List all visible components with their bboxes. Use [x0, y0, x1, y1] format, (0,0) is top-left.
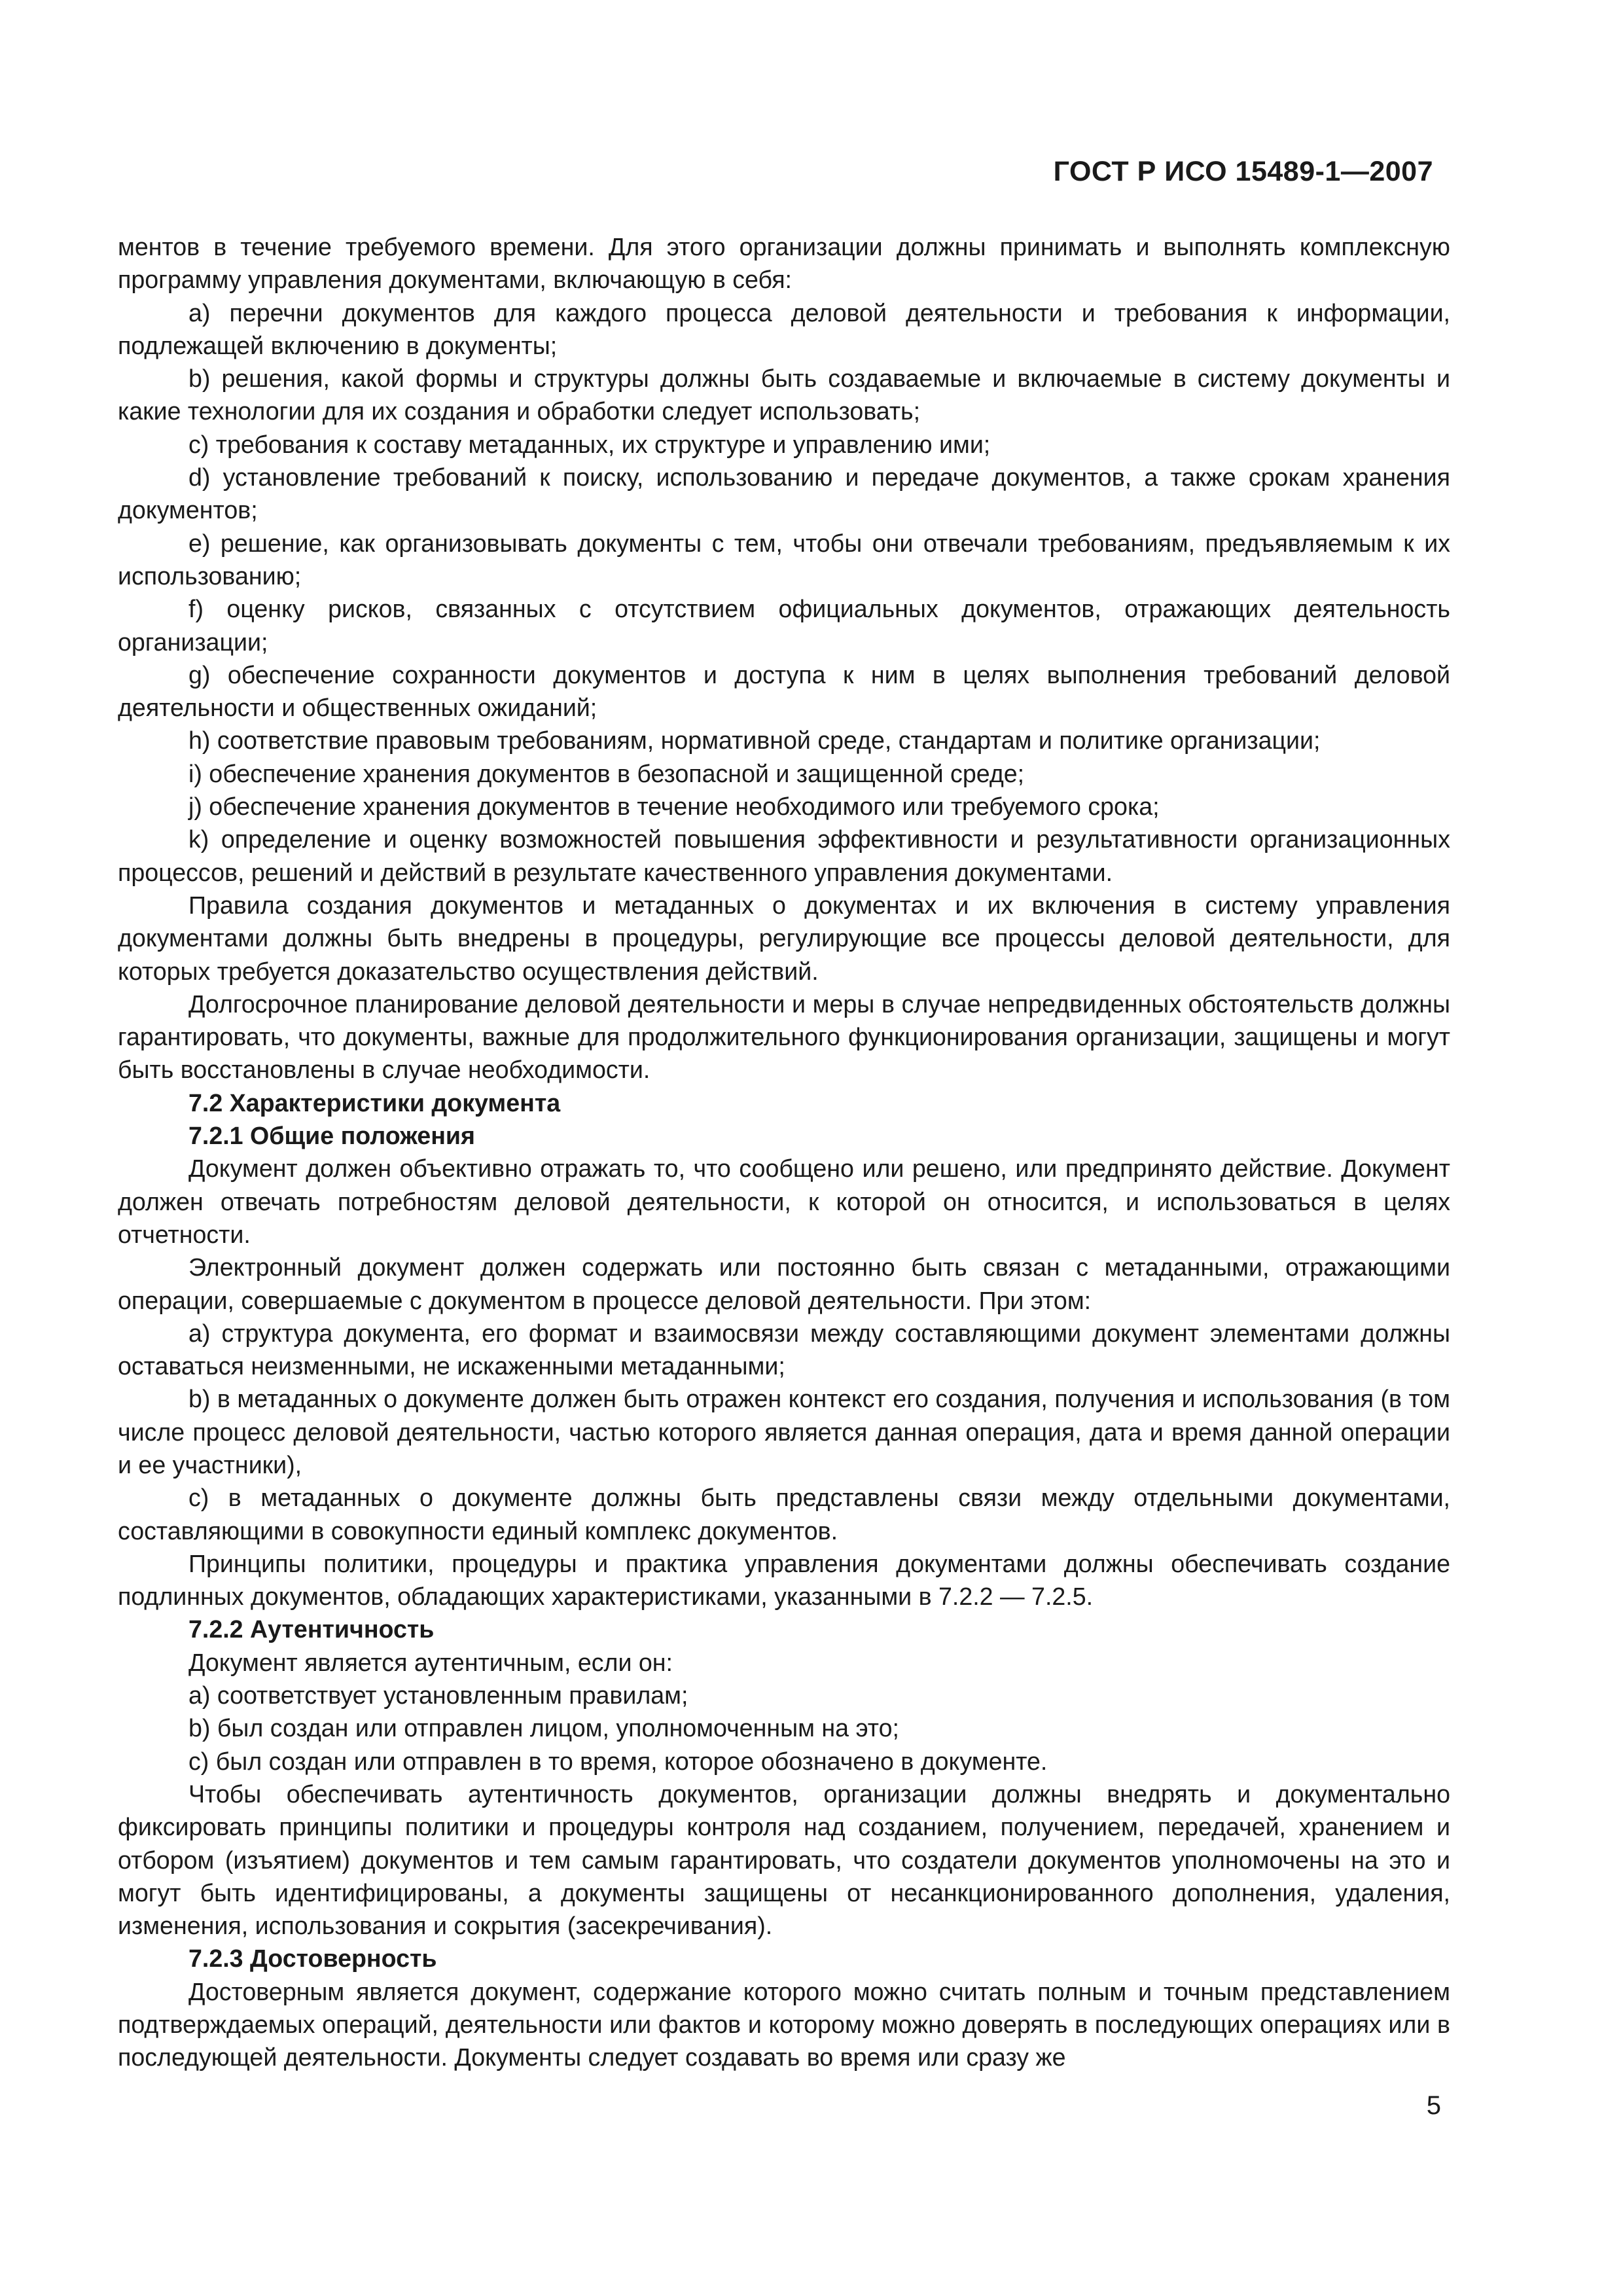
paragraph: a) структура документа, его формат и взаимосвязи между составляющими документ элементами должны оставаться неизменными, не искаженными метаданными;: [118, 1319, 1450, 1380]
section-heading: 7.2 Характеристики документа: [188, 1088, 561, 1117]
paragraph: g) обеспечение сохранности документов и доступа к ним в целях выполнения требований деловой деятельности и общественных ожиданий;: [118, 660, 1450, 722]
paragraph: e) решение, как организовывать документы с тем, чтобы они отвечали требованиям, предъявляемым к их использованию;: [118, 529, 1450, 590]
paragraph: Документ должен объективно отражать то, что сообщено или решено, или предпринято действие. Документ должен отвечать потребностям деловой деятельности, к которой он относится, и использоваться в целях отчетности.: [118, 1155, 1450, 1248]
paragraph: h) соответствие правовым требованиям, нормативной среде, стандартам и политике организации;: [188, 726, 1321, 755]
paragraph: b) был создан или отправлен лицом, уполномоченным на это;: [188, 1714, 899, 1742]
paragraph: j) обеспечение хранения документов в течение необходимого или требуемого срока;: [188, 793, 1160, 821]
page-number: 5: [1426, 2091, 1441, 2120]
paragraph: d) установление требований к поиску, использованию и передаче документов, а также срокам хранения документов;: [118, 463, 1450, 524]
paragraph: c) требования к составу метаданных, их структуре и управлению ими;: [188, 430, 991, 458]
paragraph: Электронный документ должен содержать или постоянно быть связан с метаданными, отражающими операции, совершаемые с документом в процессе деловой деятельности. При этом:: [118, 1253, 1450, 1314]
paragraph: i) обеспечение хранения документов в безопасной и защищенной среде;: [188, 759, 1025, 787]
paragraph: Достоверным является документ, содержание которого можно считать полным и точным представлением подтверждаемых операций, деятельности или фактов и которому можно доверять в последующих операциях или в последующей деятельности. Документы следует создавать во время или сразу же: [118, 1977, 1450, 2072]
paragraph: Долгосрочное планирование деловой деятельности и меры в случае непредвиденных обстоятельств должны гарантировать, что документы, важные для продолжительного функционирования организации, защищены и могут быть восстановлены в случае необходимости.: [118, 990, 1450, 1084]
paragraph: a) перечни документов для каждого процесса деловой деятельности и требования к информации, подлежащей включению в документы;: [118, 298, 1450, 359]
paragraph: Чтобы обеспечивать аутентичность документов, организации должны внедрять и документально фиксировать принципы политики и процедуры контроля над созданием, получением, передачей, хранением и отбором (изъятием) документов и тем самым гарантировать, что создатели документов уполномочены на это и могут быть идентифицированы, а документы защищены от несанкционированного дополнения, удаления, изменения, использования и сокрытия (засекречивания).: [118, 1780, 1450, 1940]
paragraph: b) решения, какой формы и структуры должны быть создаваемые и включаемые в систему документы и какие технологии для их создания и обработки следует использовать;: [118, 365, 1450, 425]
paragraph: b) в метаданных о документе должен быть отражен контекст его создания, получения и использования (в том числе процесс деловой деятельности, частью которого является данная операция, дата и время данной операции и ее участники),: [118, 1385, 1450, 1479]
paragraph: a) соответствует установленным правилам;: [188, 1681, 688, 1710]
standard-header: ГОСТ Р ИСО 15489-1—2007: [1053, 156, 1433, 187]
paragraph: k) определение и оценку возможностей повышения эффективности и результативности организационных процессов, решений и действий в результате качественного управления документами.: [118, 825, 1450, 886]
paragraph: c) в метаданных о документе должны быть представлены связи между отдельными документами, составляющими в совокупности единый комплекс документов.: [118, 1484, 1450, 1545]
paragraph: Принципы политики, процедуры и практика управления документами должны обеспечивать создание подлинных документов, обладающих характеристиками, указанными в 7.2.2 — 7.2.5.: [118, 1549, 1450, 1611]
section-heading: 7.2.3 Достоверность: [188, 1945, 437, 1973]
paragraph: Правила создания документов и метаданных о документах и их включения в систему управления документами должны быть внедрены в процедуры, регулирующие все процессы деловой деятельности, для которых требуется доказательство осуществления действий.: [118, 891, 1450, 985]
section-heading: 7.2.1 Общие положения: [188, 1122, 475, 1150]
paragraph: ментов в течение требуемого времени. Для этого организации должны принимать и выполнять комплексную программу управления документами, включающую в себя:: [118, 233, 1450, 294]
document-body: [118, 230, 1450, 2074]
section-heading: 7.2.2 Аутентичность: [188, 1615, 435, 1643]
paragraph: Документ является аутентичным, если он:: [188, 1648, 673, 1676]
paragraph: c) был создан или отправлен в то время, которое обозначено в документе.: [188, 1747, 1048, 1775]
paragraph: f) оценку рисков, связанных с отсутствием официальных документов, отражающих деятельность организации;: [118, 595, 1450, 656]
